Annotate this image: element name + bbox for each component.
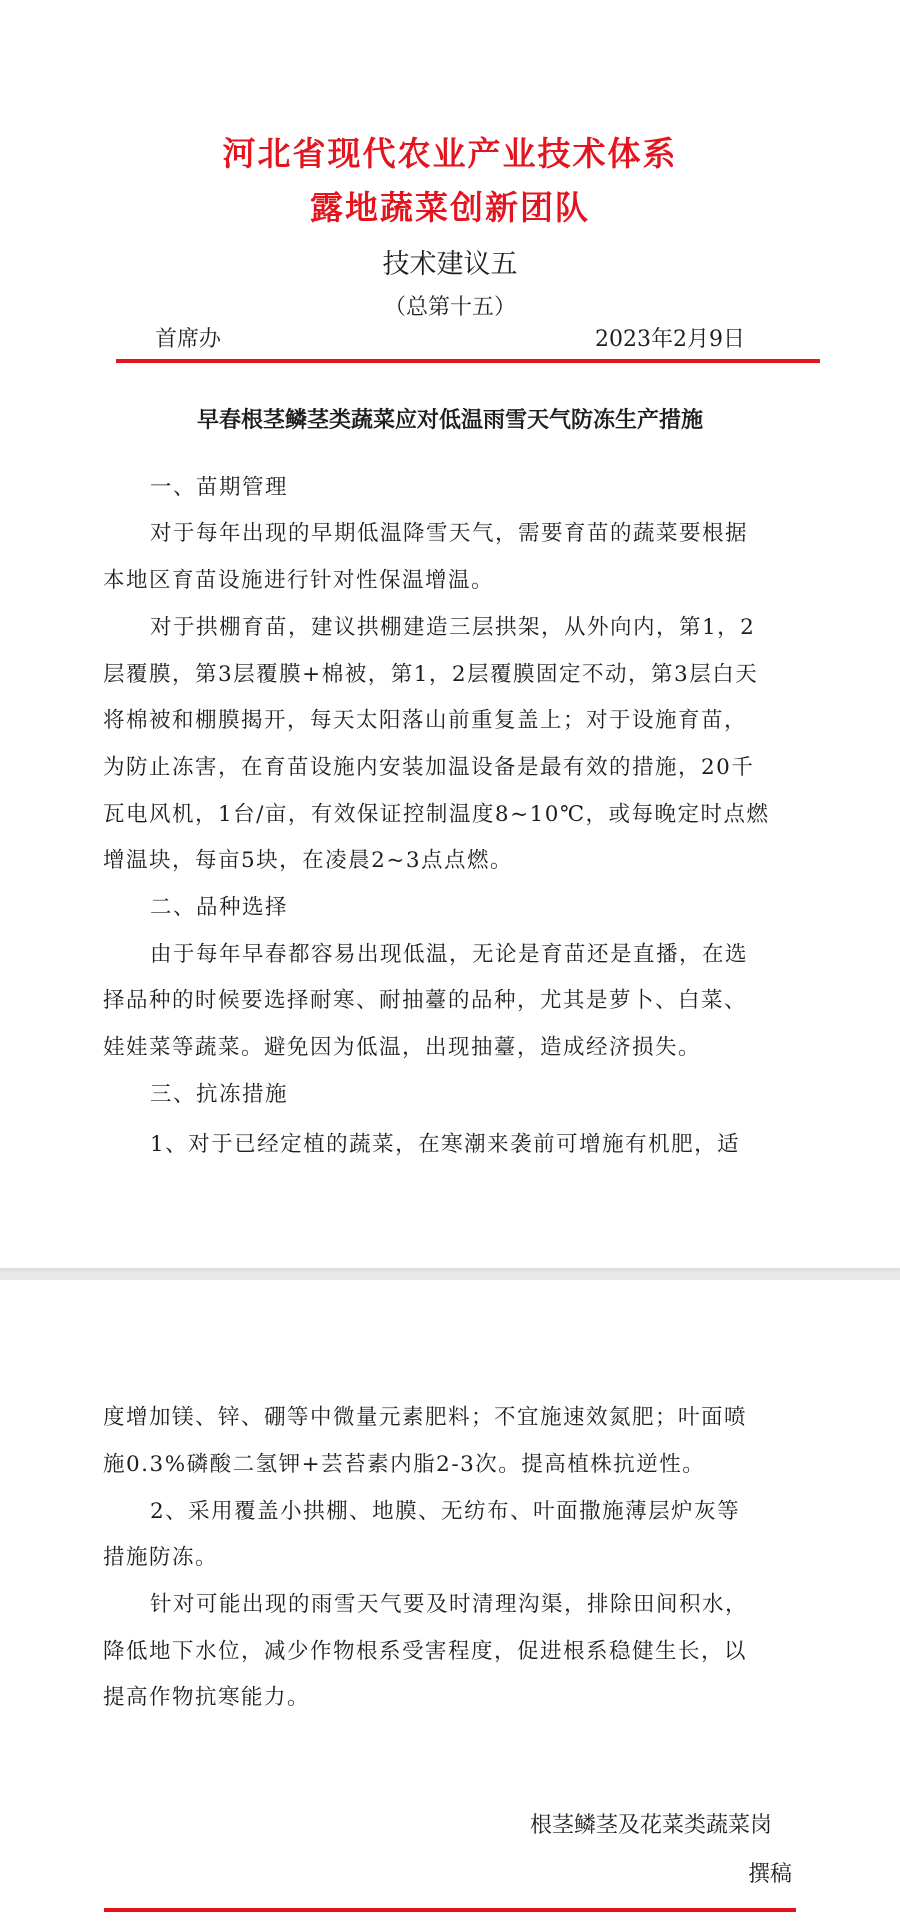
issue-date: 2023年2月9日 bbox=[595, 327, 745, 352]
body-line: 层覆膜，第3层覆膜+棉被，第1，2层覆膜固定不动，第3层白天 bbox=[103, 662, 759, 687]
body-line: 由于每年早春都容易出现低温，无论是育苗还是直播，在选 bbox=[150, 942, 749, 967]
body-line: 瓦电风机，1台/亩，有效保证控制温度8~10℃，或每晚定时点燃 bbox=[103, 802, 770, 827]
section-heading-antifreeze: 三、抗冻措施 bbox=[150, 1082, 289, 1107]
body-line: 降低地下水位，减少作物根系受害程度，促进根系稳健生长，以 bbox=[103, 1639, 748, 1664]
author-post: 根茎鳞茎及花菜类蔬菜岗 bbox=[530, 1813, 773, 1838]
body-line: 择品种的时候要选择耐寒、耐抽薹的品种，尤其是萝卜、白菜、 bbox=[103, 988, 748, 1013]
body-line: 施0.3%磷酸二氢钾+芸苔素内脂2-3次。提高植株抗逆性。 bbox=[103, 1452, 706, 1477]
section-heading-variety: 二、品种选择 bbox=[150, 895, 289, 920]
header-red-rule bbox=[116, 359, 820, 363]
body-line: 对于拱棚育苗，建议拱棚建造三层拱架，从外向内，第1，2 bbox=[150, 615, 756, 640]
body-line: 2、采用覆盖小拱棚、地膜、无纺布、叶面撒施薄层炉灰等 bbox=[150, 1499, 741, 1524]
body-line: 度增加镁、锌、硼等中微量元素肥料；不宜施速效氮肥；叶面喷 bbox=[103, 1405, 748, 1430]
issuer-label: 首席办 bbox=[155, 327, 222, 352]
body-line: 提高作物抗寒能力。 bbox=[103, 1685, 311, 1710]
section-heading-seedling: 一、苗期管理 bbox=[150, 475, 289, 500]
body-line: 娃娃菜等蔬菜。避免因为低温，出现抽薹，造成经济损失。 bbox=[103, 1035, 702, 1060]
body-line: 本地区育苗设施进行针对性保温增温。 bbox=[103, 568, 495, 593]
author-note: 撰稿 bbox=[748, 1862, 793, 1887]
doc-serial-number: （总第十五） bbox=[383, 295, 516, 320]
body-line: 针对可能出现的雨雪天气要及时清理沟渠，排除田间积水， bbox=[150, 1592, 749, 1617]
doc-type-heading: 技术建议五 bbox=[382, 249, 518, 280]
body-line: 对于每年出现的早期低温降雪天气，需要育苗的蔬菜要根据 bbox=[150, 521, 749, 546]
footer-red-rule bbox=[104, 1908, 796, 1912]
org-title-line2: 露地蔬菜创新团队 bbox=[310, 188, 590, 227]
body-line: 1、对于已经定植的蔬菜，在寒潮来袭前可增施有机肥，适 bbox=[150, 1132, 741, 1157]
document-title: 早春根茎鳞茎类蔬菜应对低温雨雪天气防冻生产措施 bbox=[196, 408, 703, 433]
org-title-line1: 河北省现代农业产业技术体系 bbox=[222, 134, 678, 173]
body-line: 增温块，每亩5块，在凌晨2~3点点燃。 bbox=[103, 848, 514, 873]
body-line: 措施防冻。 bbox=[103, 1545, 219, 1570]
body-line: 将棉被和棚膜揭开，每天太阳落山前重复盖上；对于设施育苗， bbox=[103, 708, 748, 733]
body-line: 为防止冻害，在育苗设施内安装加温设备是最有效的措施，20千 bbox=[103, 755, 755, 780]
